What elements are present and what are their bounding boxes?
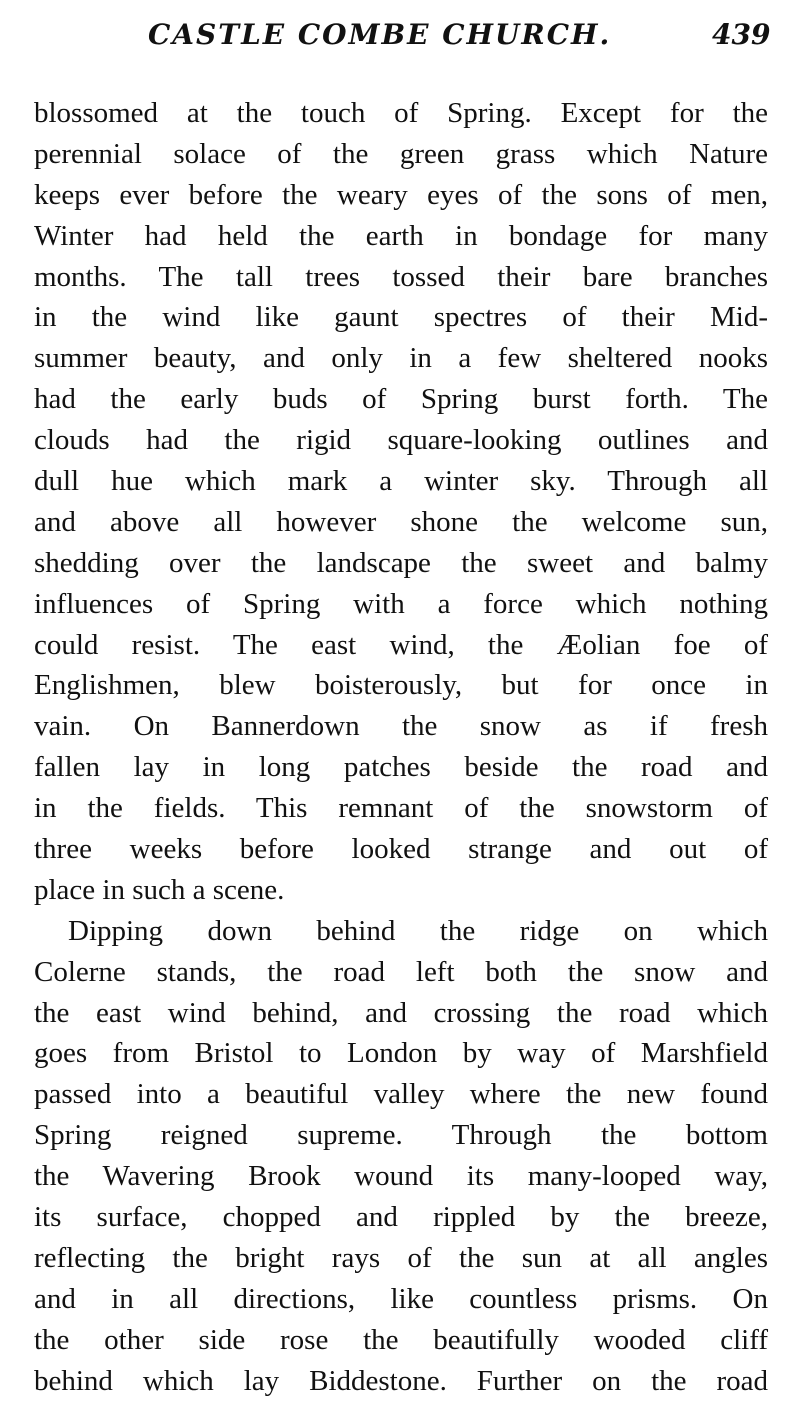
body-text: [34, 93, 768, 1402]
text-line: dull hue which mark a winter sky. Through all: [34, 465, 768, 498]
text-line: in the fields. This remnant of the snowstorm of: [34, 792, 768, 825]
text-line: Colerne stands, the road left both the snow and: [34, 955, 768, 988]
text-line: place in such a scene.: [34, 873, 285, 906]
running-head: [0, 18, 800, 58]
text-line: had the early buds of Spring burst forth. The: [34, 383, 768, 416]
text-line: clouds had the rigid square-looking outlines and: [34, 424, 768, 457]
text-line: keeps ever before the weary eyes of the sons of men,: [34, 178, 768, 211]
text-line: months. The tall trees tossed their bare branches: [34, 260, 768, 293]
text-line: Winter had held the earth in bondage for many: [34, 219, 768, 252]
paragraph-1: [34, 93, 768, 911]
text-line: Spring reigned supreme. Through the bottom: [34, 1119, 768, 1152]
text-line: summer beauty, and only in a few sheltered nooks: [34, 342, 768, 375]
text-line: three weeks before looked strange and out of: [34, 833, 768, 866]
text-line: goes from Bristol to London by way of Marshfield: [34, 1037, 768, 1070]
text-line: the Wavering Brook wound its many-looped way,: [34, 1160, 768, 1193]
text-line: Dipping down behind the ridge on which: [68, 914, 768, 947]
text-line: fallen lay in long patches beside the road and: [34, 751, 768, 784]
text-line: the east wind behind, and crossing the road which: [34, 996, 768, 1029]
text-line: perennial solace of the green grass which Nature: [34, 137, 768, 170]
text-line: influences of Spring with a force which nothing: [34, 587, 768, 620]
paragraph-2: [34, 911, 768, 1402]
running-title: CASTLE COMBE CHURCH.: [148, 18, 612, 51]
text-line: passed into a beautiful valley where the new found: [34, 1078, 768, 1111]
page-number: 439: [712, 18, 771, 51]
text-line: the other side rose the beautifully wooded cliff: [34, 1323, 768, 1356]
text-line: could resist. The east wind, the Æolian foe of: [34, 628, 768, 661]
text-line: reflecting the bright rays of the sun at all angles: [34, 1241, 768, 1274]
text-line: Englishmen, blew boisterously, but for once in: [34, 669, 768, 702]
text-line: behind which lay Biddestone. Further on the road: [34, 1364, 768, 1397]
text-line: blossomed at the touch of Spring. Except for the: [34, 97, 768, 129]
text-line: vain. On Bannerdown the snow as if fresh: [34, 710, 768, 743]
text-line: shedding over the landscape the sweet and balmy: [34, 546, 768, 579]
text-line: its surface, chopped and rippled by the breeze,: [34, 1201, 768, 1234]
text-line: and in all directions, like countless prisms. On: [34, 1282, 768, 1315]
text-line: in the wind like gaunt spectres of their Mid-: [34, 301, 768, 334]
text-line: and above all however shone the welcome sun,: [34, 505, 768, 538]
